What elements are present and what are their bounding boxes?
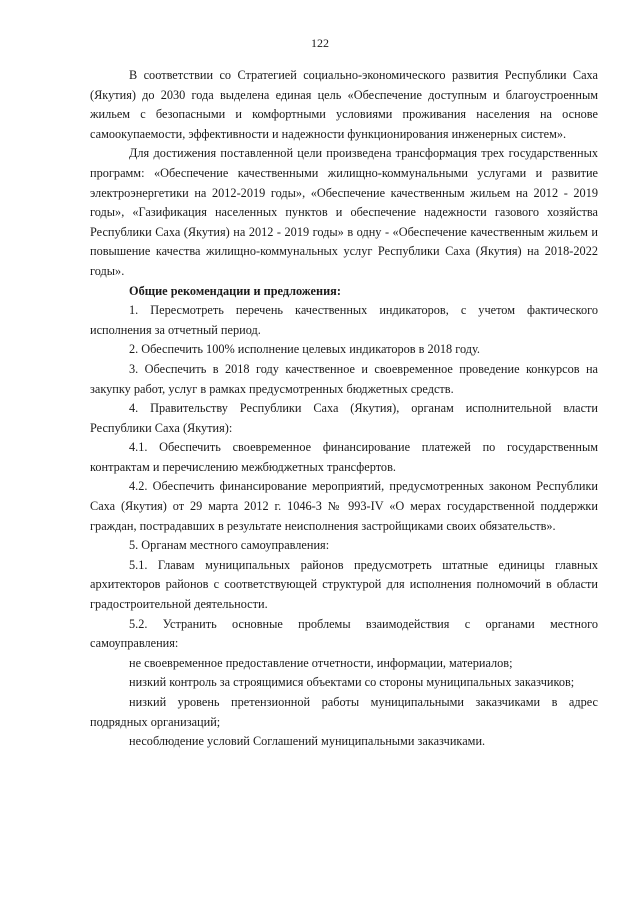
problem-item-reporting: не своевременное предоставление отчетности, информации, материалов;: [129, 655, 513, 670]
recommendation-4-2: 4.2. Обеспечить финансирование мероприятий, предусмотренных законом Республики Саха (Якутия) от 29 марта 2012 г. 1046-З № 993-IV «О мерах государственной поддержки граждан, пострадавших в результате неисполнения застройщиками своих обязательств».: [90, 479, 598, 533]
recommendation-5-2: 5.2. Устранить основные проблемы взаимодействия с органами местного самоуправления:: [90, 616, 598, 651]
problem-item-claims: низкий уровень претензионной работы муниципальными заказчиками в адрес подрядных организаций;: [90, 695, 598, 729]
recommendation-2: 2. Обеспечить 100% исполнение целевых индикаторов в 2018 году.: [129, 342, 481, 357]
recommendation-1: 1. Пересмотреть перечень качественных индикаторов, с учетом фактического исполнения за отчетный период.: [90, 303, 598, 337]
recommendation-5-1: 5.1. Главам муниципальных районов предусмотреть штатные единицы главных архитекторов районов с соответствующей структурой для исполнения полномочий в области градостроительной деятельности.: [90, 557, 598, 612]
problem-item-control: низкий контроль за строящимися объектами со стороны муниципальных заказчиков;: [129, 675, 575, 690]
document-body: [90, 66, 598, 752]
paragraph-program-transformation: Для достижения поставленной цели произведена трансформация трех государственных программ: «Обеспечение качественными жилищно-коммунальными услугами и развитие электроэнергетики на 2012-2019 годы», «Обеспечение качественным жильем на 2012 - 2019 годы», «Газификация населенных пунктов и обеспечение надежности газового хозяйства Республики Саха (Якутия) на 2012 - 2019 годы» в одну - «Обеспечение качественным жильем и повышение качества жилищно-коммунальных услуг Республики Саха (Якутия) на 2018-2022 годы».: [90, 146, 598, 278]
recommendation-3: 3. Обеспечить в 2018 году качественное и своевременное проведение конкурсов на закупку работ, услуг в рамках предусмотренных бюджетных средств.: [90, 361, 598, 396]
recommendation-4: 4. Правительству Республики Саха (Якутия), органам исполнительной власти Республики Саха (Якутия):: [90, 401, 598, 435]
problem-item-agreements: несоблюдение условий Соглашений муниципальными заказчиками.: [129, 734, 486, 749]
recommendation-4-1: 4.1. Обеспечить своевременное финансирование платежей по государственным контрактам и перечислению межбюджетных трансфертов.: [90, 440, 598, 474]
paragraph-strategy-goal: В соответствии со Стратегией социально-экономического развития Республики Саха (Якутия) до 2030 года выделена единая цель «Обеспечение доступным и благоустроенным жильем с безопасными и комфортными условиями проживания населения на основе самоокупаемости, эффективности и надежности функционирования инженерных систем».: [90, 68, 598, 141]
recommendations-heading: Общие рекомендации и предложения:: [129, 283, 341, 298]
page-number: 122: [311, 36, 329, 50]
recommendation-5: 5. Органам местного самоуправления:: [129, 538, 330, 553]
